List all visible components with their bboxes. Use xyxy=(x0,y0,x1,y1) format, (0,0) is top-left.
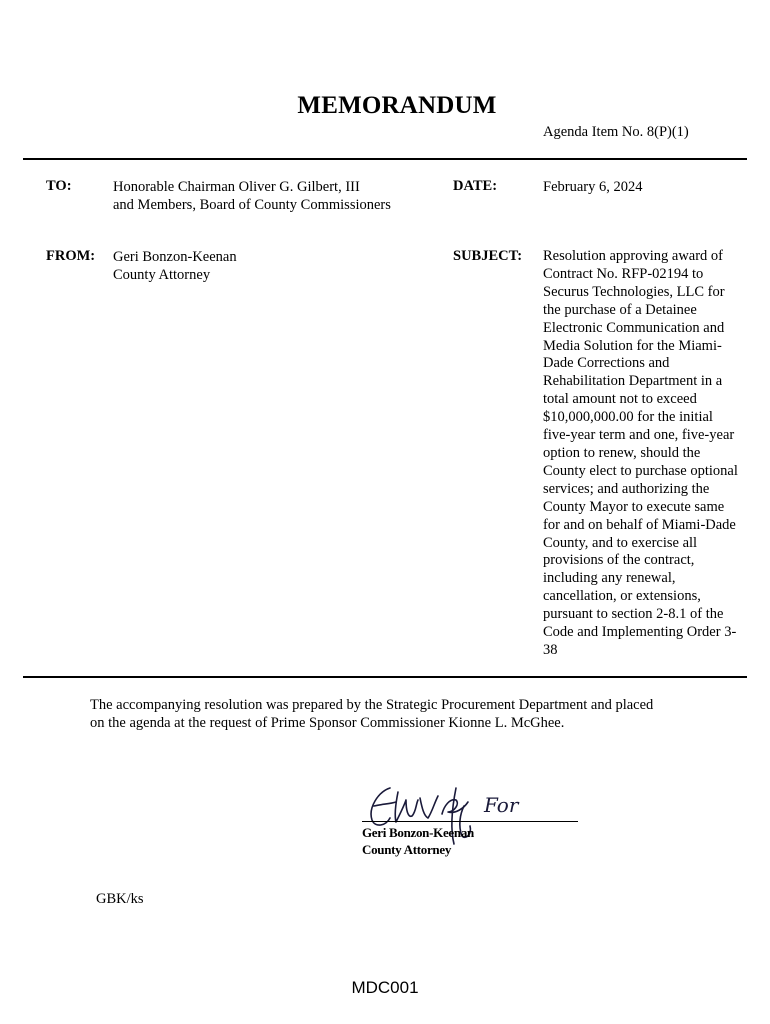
signature-stroke xyxy=(420,796,438,818)
subject-line: County, and to exercise all xyxy=(543,534,698,551)
subject-line: services; and authorizing the xyxy=(543,480,710,497)
subject-line: provisions of the contract, xyxy=(543,552,695,569)
bottom-divider xyxy=(23,676,747,678)
subject-line: Securus Technologies, LLC for xyxy=(543,283,725,300)
memo-title: MEMORANDUM xyxy=(297,92,497,119)
subject-line: County elect to purchase optional xyxy=(543,462,738,479)
signature-stroke xyxy=(374,802,396,806)
subject-line: five-year term and one, five-year xyxy=(543,427,735,444)
from-line-1: Geri Bonzon-Keenan xyxy=(113,249,237,265)
date-value: February 6, 2024 xyxy=(543,179,643,195)
subject-line: Media Solution for the Miami- xyxy=(543,337,722,354)
signature-stroke xyxy=(395,792,418,822)
subject-text xyxy=(543,248,755,660)
to-label: TO: xyxy=(46,178,72,194)
body-line-1: The accompanying resolution was prepared by the Strategic Procurement Department and placed xyxy=(90,697,654,713)
signature-block xyxy=(362,825,474,858)
reference-initials: GBK/ks xyxy=(96,891,144,907)
subject-line: cancellation, or extensions, xyxy=(543,588,701,605)
document-id: MDC001 xyxy=(351,978,419,997)
subject-line: Electronic Communication and xyxy=(543,319,725,336)
signature-line xyxy=(362,821,578,822)
subject-line: 38 xyxy=(543,641,558,658)
subject-line: Code and Implementing Order 3- xyxy=(543,624,737,641)
subject-line: the purchase of a Detainee xyxy=(543,301,697,318)
top-divider xyxy=(23,158,747,160)
signer-name: Geri Bonzon-Keenan xyxy=(362,825,474,840)
subject-line: Resolution approving award of xyxy=(543,248,724,264)
subject-line: pursuant to section 2-8.1 of the xyxy=(543,606,724,623)
memo-body xyxy=(90,696,710,732)
to-line-1: Honorable Chairman Oliver G. Gilbert, III xyxy=(113,179,360,195)
subject-line: option to renew, should the xyxy=(543,444,701,461)
subject-line: for and on behalf of Miami-Dade xyxy=(543,516,736,533)
subject-line: Contract No. RFP-02194 to xyxy=(543,265,704,282)
signature-for-text: For xyxy=(484,793,519,817)
agenda-item-number: Agenda Item No. 8(P)(1) xyxy=(543,124,689,140)
body-line-2: on the agenda at the request of Prime Sponsor Commissioner Kionne L. McGhee. xyxy=(90,715,565,731)
date-label: DATE: xyxy=(453,178,498,194)
subject-line: Dade Corrections and xyxy=(543,355,670,372)
from-line-2: County Attorney xyxy=(113,267,211,283)
subject-line: Rehabilitation Department in a xyxy=(543,373,723,390)
subject-line: including any renewal, xyxy=(543,570,676,587)
signer-title: County Attorney xyxy=(362,841,452,857)
subject-line: total amount not to exceed xyxy=(543,391,697,408)
subject-line: County Mayor to execute same xyxy=(543,498,725,515)
subject-line: $10,000,000.00 for the initial xyxy=(543,409,713,426)
subject-label: SUBJECT: xyxy=(453,248,523,264)
to-line-2: and Members, Board of County Commissioners xyxy=(113,197,391,213)
from-label: FROM: xyxy=(46,248,96,264)
